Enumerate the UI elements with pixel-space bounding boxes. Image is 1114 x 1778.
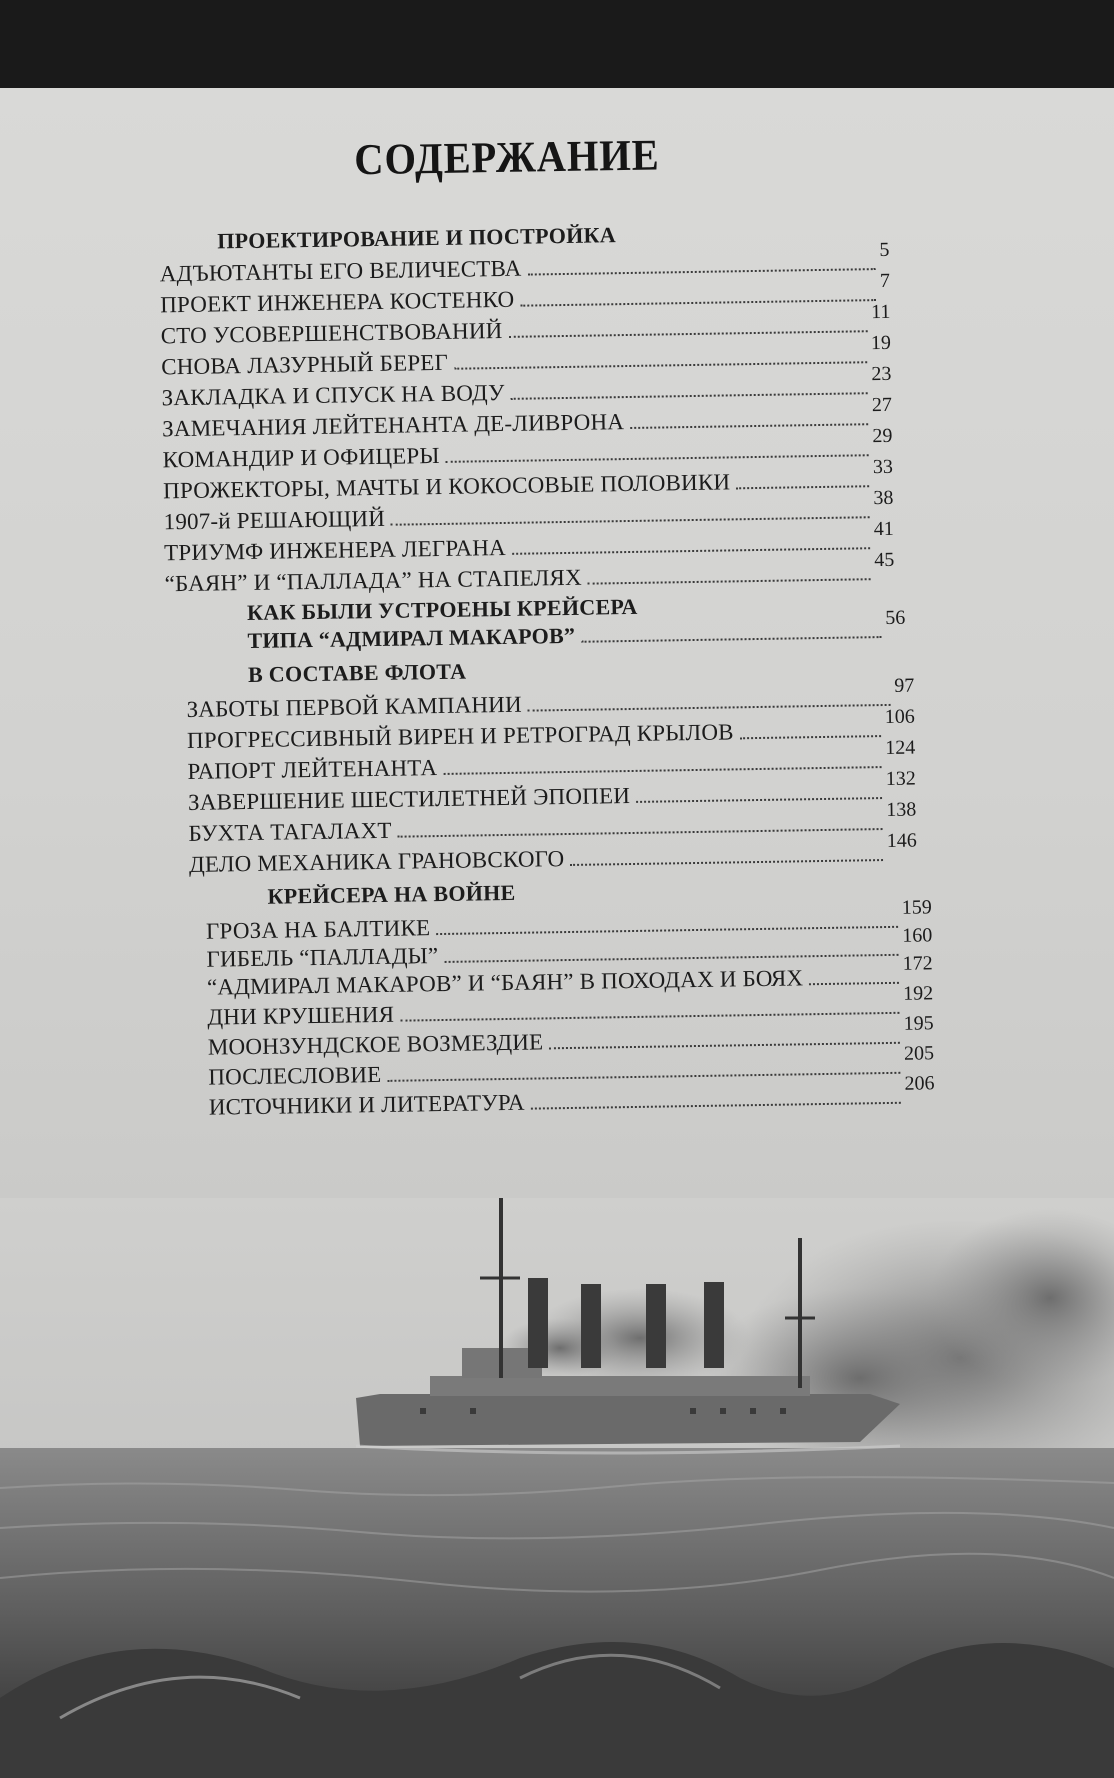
toc-entry-page: 97	[894, 674, 915, 697]
toc-entry-label: АДЪЮТАНТЫ ЕГО ВЕЛИЧЕСТВА	[159, 255, 522, 287]
toc-entry-label: КОМАНДИР И ОФИЦЕРЫ	[162, 442, 440, 473]
toc-entry-label: ПРОГРЕССИВНЫЙ ВИРЕН И РЕТРОГРАД КРЫЛОВ	[186, 719, 734, 753]
toc-entry-label: ИСТОЧНИКИ И ЛИТЕРАТУРА	[208, 1089, 525, 1120]
toc-entry-label: ДЕЛО МЕХАНИКА ГРАНОВСКОГО	[188, 846, 565, 877]
toc-entry-label: МООНЗУНДСКОЕ ВОЗМЕЗДИЕ	[207, 1029, 544, 1060]
toc-entry-label: ГИБЕЛЬ “ПАЛЛАДЫ”	[206, 943, 439, 972]
leader-dots	[454, 361, 867, 369]
leader-dots	[736, 485, 869, 489]
toc-entry-label: ЗАБОТЫ ПЕРВОЙ КАМПАНИИ	[186, 691, 523, 722]
leader-dots	[549, 1042, 900, 1050]
section-heading: ПРОЕКТИРОВАНИЕ И ПОСТРОЙКА	[217, 222, 617, 254]
leader-dots	[570, 859, 883, 866]
section-heading: КРЕЙСЕРА НА ВОЙНЕ	[267, 879, 516, 909]
leader-dots	[531, 1102, 901, 1110]
toc-entry-label: “БАЯН” И “ПАЛЛАДА” НА СТАПЕЛЯХ	[164, 564, 582, 597]
toc-entry-label: ДНИ КРУШЕНИЯ	[207, 1001, 395, 1030]
toc-entry-label: ТРИУМФ ИНЖЕНЕРА ЛЕГРАНА	[163, 534, 507, 566]
toc-entry-page: 205	[903, 1042, 935, 1065]
toc-entry-page: 23	[871, 362, 892, 386]
toc-entry-label: СНОВА ЛАЗУРНЫЙ БЕРЕГ	[161, 349, 449, 380]
leader-dots	[740, 735, 881, 739]
toc-entry-page: 146	[886, 829, 917, 852]
toc-entry-page: 33	[872, 455, 894, 479]
leader-dots	[581, 636, 881, 643]
toc-entry-page: 19	[870, 331, 892, 355]
toc-entry-label: 1907-й РЕШАЮЩИЙ	[163, 505, 386, 535]
toc-entry-page: 160	[902, 924, 933, 947]
toc-entry-page: 132	[885, 767, 916, 790]
toc-entry-label: ГРОЗА НА БАЛТИКЕ	[205, 915, 431, 944]
toc-entry-page: 5	[879, 238, 890, 262]
toc-entry-label: ЗАВЕРШЕНИЕ ШЕСТИЛЕТНЕЙ ЭПОПЕИ	[187, 783, 631, 815]
leader-dots	[527, 268, 875, 275]
toc-entry-page: 56	[885, 606, 906, 629]
toc-entry-label: ЗАКЛАДКА И СПУСК НА ВОДУ	[161, 379, 505, 411]
leader-dots	[630, 423, 868, 429]
leader-dots	[443, 766, 881, 775]
leader-dots	[636, 797, 882, 803]
toc-entry-label: ПРОЖЕКТОРЫ, МАЧТЫ И КОКОСОВЫЕ ПОЛОВИКИ	[162, 469, 731, 504]
toc-entry-label: ЗАМЕЧАНИЯ ЛЕЙТЕНАНТА ДЕ-ЛИВРОНА	[161, 409, 625, 442]
leader-dots	[398, 828, 883, 838]
page-title: СОДЕРЖАНИЕ	[353, 130, 660, 185]
toc-entry-label: “АДМИРАЛ МАКАРОВ” И “БАЯН” В ПОХОДАХ И БОЯХ	[206, 965, 804, 1000]
toc-entry-page: 138	[886, 798, 917, 821]
cruiser-photograph	[0, 1198, 1114, 1778]
toc-entry-label: РАПОРТ ЛЕЙТЕНАНТА	[187, 755, 438, 784]
leader-dots	[520, 299, 876, 307]
leader-dots	[509, 330, 868, 338]
leader-dots	[588, 578, 871, 584]
toc-entry-page: 41	[873, 517, 895, 541]
toc-entry-page: 195	[903, 1012, 934, 1035]
toc-entry-label: БУХТА ТАГАЛАХТ	[188, 817, 392, 846]
toc-entry-page: 206	[904, 1072, 935, 1095]
toc-entry-page: 29	[872, 424, 893, 448]
toc-entry-page: 192	[902, 982, 934, 1005]
leader-dots	[528, 704, 891, 712]
leader-dots	[446, 454, 869, 463]
toc-entry-page: 159	[901, 896, 932, 919]
toc-entry-label: СТО УСОВЕРШЕНСТВОВАНИЙ	[160, 317, 503, 349]
leader-dots	[809, 982, 899, 985]
toc-entry-page: 45	[874, 548, 895, 572]
table-of-contents	[0, 88, 1114, 1206]
toc-entry-page: 124	[885, 736, 916, 760]
toc-entry-label: ПРОЕКТ ИНЖЕНЕРА КОСТЕНКО	[160, 286, 515, 318]
toc-entry-label: ПОСЛЕСЛОВИЕ	[208, 1061, 382, 1090]
leader-dots	[512, 547, 870, 555]
toc-entry-page: 27	[871, 393, 893, 417]
section-heading: В СОСТАВЕ ФЛОТА	[247, 658, 467, 688]
toc-entry-page: 11	[870, 300, 891, 324]
leader-dots	[511, 392, 868, 400]
toc-entry-page: 106	[884, 705, 915, 729]
section-heading: КАК БЫЛИ УСТРОЕНЫ КРЕЙСЕРА	[246, 593, 638, 626]
leader-dots	[391, 516, 870, 526]
toc-entry-page: 172	[902, 952, 933, 975]
toc-entry-page: 38	[873, 486, 894, 510]
book-page	[0, 88, 1114, 1778]
toc-entry-label: ТИПА “АДМИРАЛ МАКАРОВ”	[247, 622, 576, 654]
toc-entry-page: 7	[879, 269, 891, 293]
